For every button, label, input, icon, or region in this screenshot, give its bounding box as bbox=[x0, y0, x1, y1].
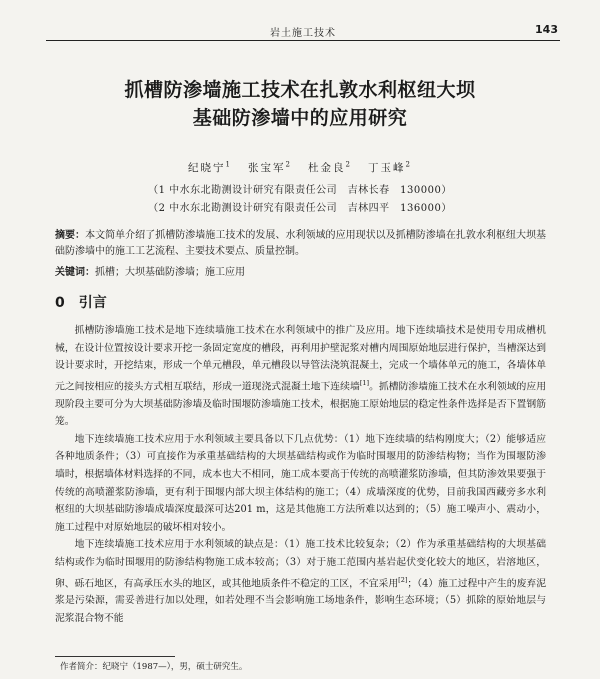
citation: [2] bbox=[398, 575, 408, 584]
author: 张宝军$^2$ bbox=[248, 160, 292, 174]
author: 纪晓宁$^1$ bbox=[188, 160, 232, 174]
affiliation-2: （2 中水东北勘测设计研究有限责任公司 吉林四平 136000） bbox=[148, 203, 452, 214]
body-text bbox=[55, 322, 546, 628]
author-list bbox=[0, 160, 600, 175]
paper-title bbox=[40, 76, 560, 132]
keywords-label: 关键词： bbox=[55, 267, 95, 278]
page-number: 143 bbox=[535, 23, 558, 36]
paragraph-2: 地下连续墙施工技术应用于水利领域主要具备以下几点优势：（1）地下连续墙的结构刚度大；（2）能够适应各种地质条件；（3）可直接作为承重基础结构的大坝基础结构或作为临时围堰用的防渗结构物；当作为围堰防渗墙时，根据墙体材料选择的不同，成本也大不相同，施工成本要高于传统的高喷灌浆防渗墙，但其防渗效果要强于传统的高喷灌浆防渗墙，更有利于围堰内部大坝主体结构的施工；（4）成墙深度的优势，目前我国西藏旁多水利枢纽的大坝基础防渗墙成墙深度最深可达201 m，这是其他施工方法所难以达到的；（5）施工噪声小、震动小，施工过程中对原始地层的破坏相对较小。 bbox=[55, 433, 546, 533]
section-number: 0 bbox=[55, 295, 65, 311]
paragraph-3: 地下连续墙施工技术应用于水利领域的缺点是：（1）施工技术比较复杂；（2）作为承重基础结构的大坝基础结构或作为临时围堰用的防渗结构物施工成本较高；（3）对于施工范围内基岩起伏变化较大的地区，岩溶地区，卵、砾石地区，有高承压水头的地区，或其他地质条件不稳定的工区，不宜采用[2]；（4）施工过程中产生的废弃泥浆是污染源，需妥善进行加以处理，如若处理不当会影响施工场地条件，影响生态环境；（5）抓除的原始地层与泥浆混合物不能 bbox=[55, 539, 546, 625]
affiliation-1: （1 中水东北勘测设计研究有限责任公司 吉林长春 130000） bbox=[148, 185, 452, 196]
author: 丁玉峰$^2$ bbox=[367, 160, 412, 174]
title-line-1: 抓槽防渗墙施工技术在扎敦水利枢纽大坝 bbox=[124, 79, 476, 101]
keywords-text: 抓槽；大坝基础防渗墙；施工应用 bbox=[95, 267, 245, 278]
author-footnote: 作者简介：纪晓宁（1987—），男，硕士研究生。 bbox=[60, 662, 248, 672]
abstract bbox=[55, 228, 546, 260]
abstract-text: 本文简单介绍了抓槽防渗墙施工技术的发展、水利领域的应用现状以及抓槽防渗墙在扎敦水利枢纽大坝基础防渗墙中的施工工艺流程、主要技术要点、质量控制。 bbox=[55, 230, 546, 257]
footnote-divider bbox=[55, 656, 175, 657]
section-heading bbox=[55, 292, 107, 312]
running-header bbox=[46, 22, 560, 41]
author: 杜金良$^2$ bbox=[308, 160, 352, 174]
title-line-2: 基础防渗墙中的应用研究 bbox=[192, 107, 408, 129]
citation: [1] bbox=[359, 378, 370, 387]
section-title: 引言 bbox=[78, 295, 107, 311]
keywords bbox=[55, 265, 546, 281]
paragraph-1: 抓槽防渗墙施工技术是地下连续墙施工技术在水利领域中的推广及应用。地下连续墙技术是使用专用成槽机械，在设计位置按设计要求开挖一条固定宽度的槽段，再利用护壁泥浆对槽内周围原始地层进行保护，当槽深达到设计要求时，开挖结束，形成一个单元槽段，单元槽段以导管法浇筑混凝土，完成一个墙体单元的施工，各墙体单元之间按相应的接头方式相互联结，形成一道现浇式混凝土地下连续墙[1]。抓槽防渗墙施工技术在水利领域的应用现阶段主要可分为大坝基础防渗墙及临时围堰防渗墙施工技术，根据施工原始地层的稳定性条件选择是否下置钢筋笼。 bbox=[55, 325, 547, 428]
abstract-label: 摘要： bbox=[55, 230, 86, 241]
journal-name: 岩土施工技术 bbox=[270, 28, 336, 39]
